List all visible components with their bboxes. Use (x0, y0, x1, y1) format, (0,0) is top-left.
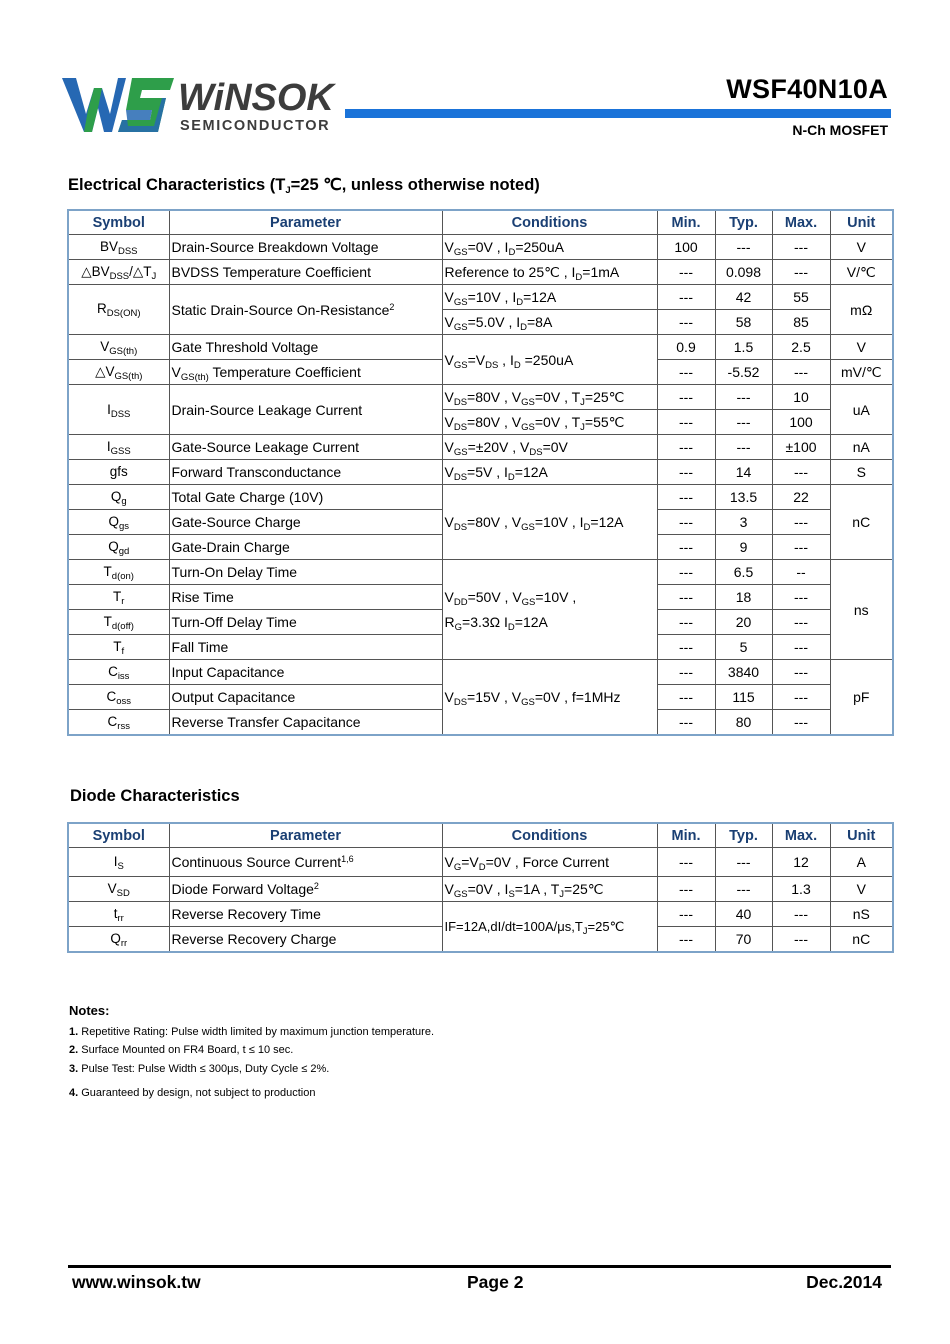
symbol-cell: $C_{rss}$ (68, 710, 169, 736)
conditions-cell: $V_{GS}=10V$ , $I_D=12A$ (442, 285, 657, 310)
unit-cell: V/℃ (830, 260, 893, 285)
col-header-max: Max. (772, 823, 830, 848)
parameter-cell: Input Capacitance (169, 660, 442, 685)
typ-cell: --- (715, 410, 772, 435)
max-cell: --- (772, 260, 830, 285)
parameter-cell: Drain-Source Leakage Current (169, 385, 442, 435)
unit-cell: V (830, 877, 893, 902)
typ-cell: 14 (715, 460, 772, 485)
symbol-cell: $\triangle V_{GS(th)}$ (68, 360, 169, 385)
min-cell: 0.9 (657, 335, 715, 360)
parameter-cell: Gate-Source Charge (169, 510, 442, 535)
notes-section (69, 1002, 434, 1103)
typ-cell: 115 (715, 685, 772, 710)
min-cell: --- (657, 610, 715, 635)
conditions-cell: $V_{DS}=80V$ , $V_{GS}=10V$ , $I_D=12A$ (442, 485, 657, 560)
min-cell: --- (657, 260, 715, 285)
parameter-cell: Gate-Source Leakage Current (169, 435, 442, 460)
parameter-cell: Continuous Source Current$^{1,6}$ (169, 848, 442, 877)
parameter-cell: Static Drain-Source On-Resistance$^2$ (169, 285, 442, 335)
min-cell: --- (657, 310, 715, 335)
min-cell: --- (657, 660, 715, 685)
col-header-parameter: Parameter (169, 823, 442, 848)
part-number: WSF40N10A (726, 74, 888, 104)
electrical-characteristics-table (67, 209, 894, 736)
parameter-cell: Turn-Off Delay Time (169, 610, 442, 635)
conditions-cell: $V_{DS}=80V$ , $V_{GS}=0V$ , $T_J=25℃$ (442, 385, 657, 410)
typ-cell: 40 (715, 902, 772, 927)
symbol-cell: $t_{rr}$ (68, 902, 169, 927)
table-row (68, 385, 893, 410)
typ-cell: 70 (715, 927, 772, 953)
min-cell: --- (657, 927, 715, 953)
table-row (68, 460, 893, 485)
unit-cell: mΩ (830, 285, 893, 335)
parameter-cell: Drain-Source Breakdown Voltage (169, 235, 442, 260)
symbol-cell: $Q_{gs}$ (68, 510, 169, 535)
unit-cell: mV/℃ (830, 360, 893, 385)
unit-cell: nS (830, 902, 893, 927)
footer-website-link[interactable]: www.winsok.tw (72, 1272, 201, 1292)
col-header-min: Min. (657, 210, 715, 235)
col-header-conditions: Conditions (442, 210, 657, 235)
parameter-cell: $V_{GS(th)}$ Temperature Coefficient (169, 360, 442, 385)
max-cell: --- (772, 927, 830, 953)
max-cell: 85 (772, 310, 830, 335)
typ-cell: 9 (715, 535, 772, 560)
max-cell: --- (772, 610, 830, 635)
symbol-cell: $T_{d(on)}$ (68, 560, 169, 585)
conditions-cell: $V_G=V_D=0V$ , Force Current (442, 848, 657, 877)
table-row (68, 877, 893, 902)
note-item: 1. Repetitive Rating: Pulse width limited by maximum junction temperature. (69, 1025, 435, 1038)
parameter-cell: Fall Time (169, 635, 442, 660)
max-cell: --- (772, 635, 830, 660)
max-cell: 100 (772, 410, 830, 435)
table-row (68, 435, 893, 460)
parameter-cell: BVDSS Temperature Coefficient (169, 260, 442, 285)
logo-subtext: SEMICONDUCTOR (180, 118, 331, 134)
min-cell: --- (657, 410, 715, 435)
min-cell: --- (657, 510, 715, 535)
typ-cell: --- (715, 848, 772, 877)
col-header-typ: Typ. (715, 823, 772, 848)
col-header-symbol: Symbol (68, 210, 169, 235)
max-cell: --- (772, 460, 830, 485)
symbol-cell: $BV_{DSS}$ (68, 235, 169, 260)
parameter-cell: Diode Forward Voltage$^2$ (169, 877, 442, 902)
col-header-max: Max. (772, 210, 830, 235)
switching-condition-line-2: $R_G=3.3\Omega$ $I_D=12A$ (444, 613, 548, 633)
max-cell: --- (772, 535, 830, 560)
max-cell: 55 (772, 285, 830, 310)
unit-cell: nA (830, 435, 893, 460)
symbol-cell: $R_{DS(ON)}$ (68, 285, 169, 335)
max-cell: ±100 (772, 435, 830, 460)
col-header-min: Min. (657, 823, 715, 848)
table-row (68, 335, 893, 360)
unit-cell: A (830, 848, 893, 877)
typ-cell: 0.098 (715, 260, 772, 285)
symbol-cell: $T_{d(off)}$ (68, 610, 169, 635)
min-cell: --- (657, 460, 715, 485)
switching-condition-line-1: $V_{DD}=50V$ , $V_{GS}=10V$ , (444, 588, 577, 608)
parameter-cell: Reverse Recovery Time (169, 902, 442, 927)
col-header-unit: Unit (830, 210, 893, 235)
symbol-cell: $T_r$ (68, 585, 169, 610)
col-header-symbol: Symbol (68, 823, 169, 848)
conditions-cell (442, 560, 657, 660)
symbol-cell: $I_S$ (68, 848, 169, 877)
max-cell: -- (772, 560, 830, 585)
max-cell: 2.5 (772, 335, 830, 360)
typ-cell: 80 (715, 710, 772, 736)
symbol-cell: $Q_{rr}$ (68, 927, 169, 953)
unit-cell: S (830, 460, 893, 485)
max-cell: --- (772, 660, 830, 685)
parameter-cell: Reverse Transfer Capacitance (169, 710, 442, 736)
parameter-cell: Turn-On Delay Time (169, 560, 442, 585)
max-cell: --- (772, 510, 830, 535)
parameter-cell: Total Gate Charge (10V) (169, 485, 442, 510)
typ-cell: --- (715, 235, 772, 260)
conditions-cell: Reference to 25℃ , $I_D=1mA$ (442, 260, 657, 285)
table-row (68, 235, 893, 260)
typ-cell: 3 (715, 510, 772, 535)
conditions-cell: $V_{GS}=0V$ , $I_D=250uA$ (442, 235, 657, 260)
min-cell: --- (657, 535, 715, 560)
typ-cell: 58 (715, 310, 772, 335)
device-type: N-Ch MOSFET (792, 122, 888, 138)
min-cell: --- (657, 877, 715, 902)
min-cell: --- (657, 848, 715, 877)
typ-cell: 20 (715, 610, 772, 635)
table-row (68, 285, 893, 310)
unit-cell: pF (830, 660, 893, 736)
typ-cell: 1.5 (715, 335, 772, 360)
col-header-unit: Unit (830, 823, 893, 848)
table-header-row (68, 823, 893, 848)
unit-cell: V (830, 335, 893, 360)
typ-cell: 3840 (715, 660, 772, 685)
col-header-typ: Typ. (715, 210, 772, 235)
max-cell: --- (772, 235, 830, 260)
typ-cell: --- (715, 435, 772, 460)
electrical-characteristics-title: Electrical Characteristics ($T_J=25$ ℃, unless otherwise noted) (68, 176, 540, 196)
typ-cell: 42 (715, 285, 772, 310)
symbol-cell: $I_{DSS}$ (68, 385, 169, 435)
min-cell: --- (657, 360, 715, 385)
col-header-conditions: Conditions (442, 823, 657, 848)
symbol-cell: $V_{SD}$ (68, 877, 169, 902)
table-row (68, 560, 893, 585)
table-row (68, 660, 893, 685)
note-item: 4. Guaranteed by design, not subject to production (69, 1087, 316, 1099)
parameter-cell: Gate-Drain Charge (169, 535, 442, 560)
min-cell: --- (657, 635, 715, 660)
symbol-cell: $I_{GSS}$ (68, 435, 169, 460)
min-cell: --- (657, 585, 715, 610)
symbol-cell: gfs (68, 460, 169, 485)
parameter-cell: Output Capacitance (169, 685, 442, 710)
note-item: 2. Surface Mounted on FR4 Board, t ≤ 10 sec. (69, 1044, 294, 1056)
logo-wordmark: WiNSOK (178, 77, 334, 119)
min-cell: --- (657, 385, 715, 410)
conditions-cell: $IF=12A,dI/dt=100A/\mu s,T_J=25℃$ (442, 902, 657, 953)
unit-cell: uA (830, 385, 893, 435)
typ-cell: 6.5 (715, 560, 772, 585)
table-row (68, 902, 893, 927)
typ-cell: --- (715, 877, 772, 902)
notes-title: Notes: (69, 1003, 110, 1018)
table-row (68, 260, 893, 285)
min-cell: --- (657, 710, 715, 736)
header-accent-bar (345, 109, 891, 118)
footer-divider (68, 1265, 891, 1268)
table-row (68, 485, 893, 510)
typ-cell: --- (715, 385, 772, 410)
min-cell: --- (657, 285, 715, 310)
typ-cell: 18 (715, 585, 772, 610)
typ-cell: 13.5 (715, 485, 772, 510)
symbol-cell: $\triangle BV_{DSS}/\triangle T_J$ (68, 260, 169, 285)
diode-characteristics-table (67, 822, 894, 953)
unit-cell: ns (830, 560, 893, 660)
max-cell: --- (772, 902, 830, 927)
parameter-cell: Reverse Recovery Charge (169, 927, 442, 953)
footer-page-number: Page 2 (467, 1272, 524, 1292)
min-cell: --- (657, 902, 715, 927)
min-cell: --- (657, 685, 715, 710)
typ-cell: -5.52 (715, 360, 772, 385)
parameter-cell: Rise Time (169, 585, 442, 610)
symbol-cell: $T_f$ (68, 635, 169, 660)
diode-characteristics-title: Diode Characteristics (70, 787, 240, 805)
table-row (68, 848, 893, 877)
winsok-logo (62, 74, 352, 136)
conditions-cell: $V_{GS}=5.0V$ , $I_D=8A$ (442, 310, 657, 335)
footer-date: Dec.2014 (806, 1272, 882, 1292)
max-cell: --- (772, 685, 830, 710)
max-cell: --- (772, 360, 830, 385)
symbol-cell: $V_{GS(th)}$ (68, 335, 169, 360)
symbol-cell: $C_{oss}$ (68, 685, 169, 710)
max-cell: --- (772, 585, 830, 610)
parameter-cell: Forward Transconductance (169, 460, 442, 485)
min-cell: --- (657, 485, 715, 510)
conditions-cell: $V_{GS}=0V$ , $I_S=1A$ , $T_J=25℃$ (442, 877, 657, 902)
max-cell: 1.3 (772, 877, 830, 902)
parameter-cell: Gate Threshold Voltage (169, 335, 442, 360)
symbol-cell: $C_{iss}$ (68, 660, 169, 685)
min-cell: --- (657, 435, 715, 460)
symbol-cell: $Q_{gd}$ (68, 535, 169, 560)
unit-cell: nC (830, 927, 893, 953)
max-cell: 12 (772, 848, 830, 877)
max-cell: 22 (772, 485, 830, 510)
min-cell: 100 (657, 235, 715, 260)
min-cell: --- (657, 560, 715, 585)
unit-cell: nC (830, 485, 893, 560)
conditions-cell: $V_{DS}=15V$ , $V_{GS}=0V$ , f=1MHz (442, 660, 657, 736)
conditions-cell: $V_{GS}=V_{DS}$ , $I_D =250uA$ (442, 335, 657, 385)
conditions-cell: $V_{DS}=80V$ , $V_{GS}=0V$ , $T_J=55℃$ (442, 410, 657, 435)
table-header-row (68, 210, 893, 235)
conditions-cell: $V_{DS}=5V$ , $I_D=12A$ (442, 460, 657, 485)
max-cell: 10 (772, 385, 830, 410)
symbol-cell: $Q_g$ (68, 485, 169, 510)
note-item: 3. Pulse Test: Pulse Width ≤ 300μs, Duty Cycle ≤ 2%. (69, 1062, 330, 1075)
col-header-parameter: Parameter (169, 210, 442, 235)
max-cell: --- (772, 710, 830, 736)
unit-cell: V (830, 235, 893, 260)
conditions-cell: $V_{GS}=\pm 20V$ , $V_{DS}=0V$ (442, 435, 657, 460)
typ-cell: 5 (715, 635, 772, 660)
